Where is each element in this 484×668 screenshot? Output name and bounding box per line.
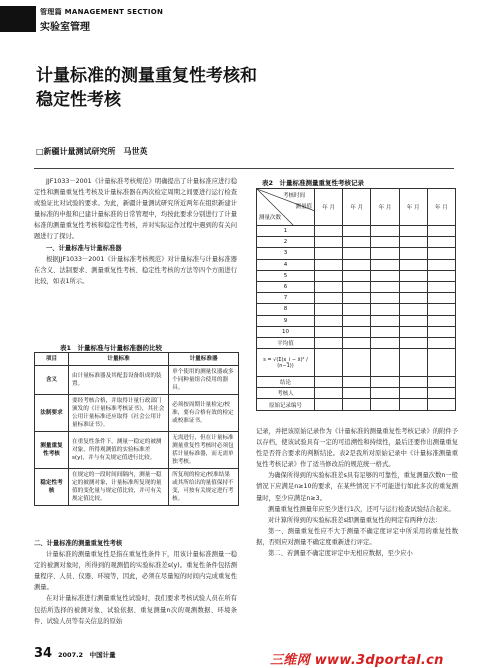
table-row	[257, 259, 456, 270]
table-cell: 在重复性条件下，测量一稳定的被测对象，所得观测值的实验标准差s(y)，并与有关规定值进行比较。	[69, 432, 169, 469]
table-row	[257, 293, 456, 304]
section-heading: 一、计量标准与计量标准器	[46, 244, 122, 252]
conclusion-label: 结论	[257, 377, 315, 388]
table-row	[35, 469, 239, 506]
row-number: 6	[257, 281, 315, 292]
table-cell: 单个使用的测量仪器或多个同种量组合使用的器具。	[169, 366, 239, 395]
table-header-cell: 年 月	[371, 189, 399, 226]
table-header-cell: 年 月	[343, 189, 371, 226]
paragraph: 记录，并把该原始记录作为《计量标准的测量重复性考核记录》的附件予以存档，使该试验具有一定的可追溯性和持续性，最后还要作出测量重复性是否符合要求的判断结论。表2是我所对原始记录中《计量标准测量重复性考核记录》作了适当修改后的规范统一格式。	[256, 428, 458, 469]
table-header-row	[35, 353, 239, 366]
record-label: 原始记录编号	[257, 399, 315, 410]
table-row	[257, 248, 456, 259]
table-row	[257, 337, 456, 348]
comparison-table	[34, 352, 239, 506]
table-header-cell: 项目	[35, 353, 69, 366]
paragraph: 根据JJF1033－2001《计量标准考核规范》对计量标准与计量标准器在含义、法制要求、测量重复性考核、稳定性考核的方法等四个方面进行比较，如表1所示。	[34, 255, 237, 285]
page-header	[0, 0, 484, 38]
formula-cell: s = √(Σ(x_i − x̄)² / (n−1))	[257, 349, 315, 377]
table-header-cell: 年 月	[315, 189, 343, 226]
table-header-cell: 计量标准器	[169, 353, 239, 366]
diag-label-time: 考核时间	[283, 193, 306, 199]
paragraph: 在对计量标准进行测量重复性试验时，我们要求考核试验人员在所有包括所选择的被测对象、试验依据、重复测量n次的观测数据、环境条件、试验人员等有关信息的原始	[34, 595, 237, 625]
table-row	[35, 366, 239, 395]
left-column-top	[34, 176, 237, 287]
diagonal-header-cell	[257, 189, 315, 226]
diag-label-value: 测量值	[295, 204, 312, 210]
paragraph: JJF1033－2001《计量标准考核规范》明确提出了计量标准应进行稳定性和测量重复性考核及计量标准器在两次检定周期之间要进行运行检查或验证比对试验的要求。为此，新疆计量测试研究所近两年在组织新建计量标准的申报和已建计量标准的日常管理中，均按此要求分别进行了计量标准的测量重复性考核和稳定性考核，并对实际运作过程中遇到的有关问题进行了探讨。	[34, 178, 237, 241]
row-number: 8	[257, 304, 315, 315]
table-row	[257, 349, 456, 377]
table-header-row	[257, 189, 456, 226]
table-row	[257, 377, 456, 388]
table-cell: 无需进行，但在计量标准测量重复性考核时必须包括计量标准器，而无需单独考核。	[169, 432, 239, 469]
paragraph: 测量重复性测量年应至少进行1次，还可与运行检查试验结合起来。	[268, 505, 455, 513]
watermark: 三维网 www.3dportal.cn	[270, 653, 444, 668]
table-row	[257, 399, 456, 410]
left-column-bottom	[34, 538, 237, 627]
divider	[34, 168, 454, 169]
section-sub-label: 实验室管理	[40, 22, 90, 33]
row-number: 5	[257, 270, 315, 281]
table-row	[257, 237, 456, 248]
table1-caption: 表1 计量标准与计量标准器的比较	[60, 344, 163, 352]
section-heading: 二、计量标准的测量重复性考核	[34, 540, 123, 547]
header-black-bar	[0, 6, 36, 32]
author-line: □新疆计量测试研究所 马世英	[36, 147, 148, 156]
right-column	[256, 426, 458, 559]
table-cell: 含义	[35, 366, 69, 395]
row-number: 1	[257, 226, 315, 237]
row-number: 10	[257, 326, 315, 337]
table-cell: 要经考核合格，并取得计量行政部门颁发的《计量标准考核证书》，其社会公用计量标准还应取得《社会公用计量标准证书》。	[69, 395, 169, 432]
row-number: 3	[257, 248, 315, 259]
table-header-cell: 计量标准	[69, 353, 169, 366]
diag-label-count: 测量次数	[259, 215, 282, 221]
table-row	[257, 304, 456, 315]
table-row	[257, 315, 456, 326]
table2-caption: 表2 计量标准测量重复性考核记录	[262, 179, 365, 187]
table-cell: 稳定性考核	[35, 469, 69, 506]
row-number: 4	[257, 259, 315, 270]
table-row	[257, 326, 456, 337]
paragraph: 计量标准的测量重复性是指在重复性条件下，用该计量标准测量一稳定的被测对象时，所得到的观测值的实验标准差s(y)。重复性条件包括测量程序、人员、仪器、环境等，因此，必须在尽量短的时间内完成重复性测量。	[34, 551, 237, 592]
table-row	[257, 226, 456, 237]
paragraph: 第一、测量重复性应不大于测量不确定度评定中所采用的重复性数据，否则应对测量不确定度重新进行评定。	[256, 527, 458, 546]
table-cell: 在规定的一段时间间隔内，测量一稳定的被测对象，计量标准所复现的量值的变化量与规定值比较，并可有关规定值比较。	[69, 469, 169, 506]
row-number: 2	[257, 237, 315, 248]
paragraph: 第二、若测量不确定度评定中无相应数据，至少应小	[268, 550, 413, 558]
row-number: 9	[257, 315, 315, 326]
table-row	[35, 395, 239, 432]
page-number: 34	[34, 646, 53, 661]
title-line-1: 计量标准的测量重复性考核和	[36, 66, 257, 86]
table-row	[35, 432, 239, 469]
table-header-cell: 年 月	[399, 189, 427, 226]
mean-label: 平均值	[257, 337, 315, 348]
row-number: 7	[257, 293, 315, 304]
paragraph: 对计算所得到的实验标准差s即测量重复性的判定有两种方法：	[268, 516, 442, 524]
table-row	[257, 270, 456, 281]
page-footer	[0, 644, 484, 668]
section-label: 管理篇 MANAGEMENT SECTION	[40, 8, 164, 16]
table-header-cell: 年 月	[427, 189, 455, 226]
table-row	[257, 281, 456, 292]
article-title	[36, 64, 456, 112]
table-cell: 由计量标准器及其配套设备组成的装置。	[69, 366, 169, 395]
table-cell: 所复现的检定/校准结果或其所给出的量值保持不变，可按有关规定进行考核。	[169, 469, 239, 506]
table-row	[257, 388, 456, 399]
table-cell: 必须按周期计量检定/校准，要有合格有效的检定或校准证书。	[169, 395, 239, 432]
magazine-label: 2007.2 中国计量	[58, 651, 116, 659]
examiner-label: 考核人	[257, 388, 315, 399]
table-cell: 测量重复性考核	[35, 432, 69, 469]
paragraph: 为确保所得到的实验标准差s具有足够的可靠性，重复测量次数n一般情况下应满足n≥10的要求，在某些情况下不可能进行如此多次的重复测量时，至少应满足n≥3。	[256, 472, 458, 502]
title-line-2: 稳定性考核	[36, 90, 121, 110]
repeatability-record-table	[256, 188, 456, 411]
table-cell: 法制要求	[35, 395, 69, 432]
